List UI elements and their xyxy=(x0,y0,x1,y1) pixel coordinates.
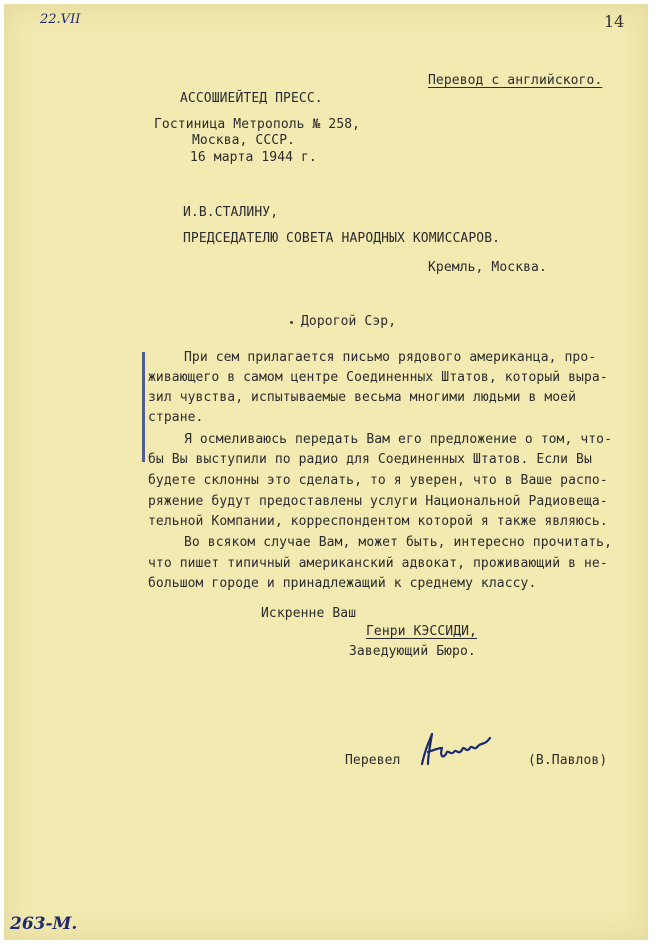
recipient-place: Кремль, Москва. xyxy=(428,260,547,275)
body-line-12: большом городе и принадлежащий к среднему классу. xyxy=(148,576,537,591)
body-line-5: Я осмеливаюсь передать Вам его предложение о том, что- xyxy=(184,432,613,447)
body-line-2: живающего в самом центре Соединенных Штатов, который выра- xyxy=(148,370,608,385)
greeting: Дорогой Сэр, xyxy=(301,314,397,329)
signer-title: Заведующий Бюро. xyxy=(349,644,476,659)
body-line-7: будете склонны это сделать, то я уверен, что в Ваше распо- xyxy=(148,473,608,488)
signer-name: Генри КЭССИДИ, xyxy=(366,624,477,639)
archive-page-number: 14 xyxy=(604,12,625,31)
agency-name: АССОШИЕЙТЕД ПРЕСС. xyxy=(180,91,323,106)
body-line-10: Во всяком случае Вам, может быть, интересно прочитать, xyxy=(184,535,613,550)
body-line-3: зил чувства, испытываемые весьма многими людьми в моей xyxy=(148,390,577,405)
body-line-11: что пишет типичный американский адвокат, проживающий в не- xyxy=(148,556,608,571)
body-line-9: тельной Компании, корреспондентом которой я также являюсь. xyxy=(148,514,608,529)
archive-bottom-note: 263-М. xyxy=(10,914,78,934)
margin-mark xyxy=(142,352,145,462)
translator-name: (В.Павлов) xyxy=(528,753,608,768)
recipient-name: И.В.СТАЛИНУ, xyxy=(183,205,279,220)
closing-sincerely: Искренне Ваш xyxy=(261,606,357,621)
body-line-1: При сем прилагается письмо рядового американца, про- xyxy=(184,350,597,365)
body-line-6: бы Вы выступили по радио для Соединенных Штатов. Если Вы xyxy=(148,452,592,467)
address-line-2: Москва, СССР. xyxy=(192,133,296,148)
document-page xyxy=(4,4,648,940)
translator-signature xyxy=(416,726,496,772)
archive-corner-note: 22.VII xyxy=(40,12,81,27)
letter-date: 16 марта 1944 г. xyxy=(190,150,317,165)
address-line-1: Гостиница Метрополь № 258, xyxy=(154,117,361,132)
body-line-8: ряжение будут предоставлены услуги Национальной Радиовеща- xyxy=(148,494,608,509)
translation-note: Перевод с английского. xyxy=(428,73,603,88)
margin-dot xyxy=(290,321,293,324)
translator-label: Перевел xyxy=(345,753,401,768)
recipient-title: ПРЕДСЕДАТЕЛЮ СОВЕТА НАРОДНЫХ КОМИССАРОВ. xyxy=(183,231,501,246)
body-line-4: стране. xyxy=(148,410,204,425)
